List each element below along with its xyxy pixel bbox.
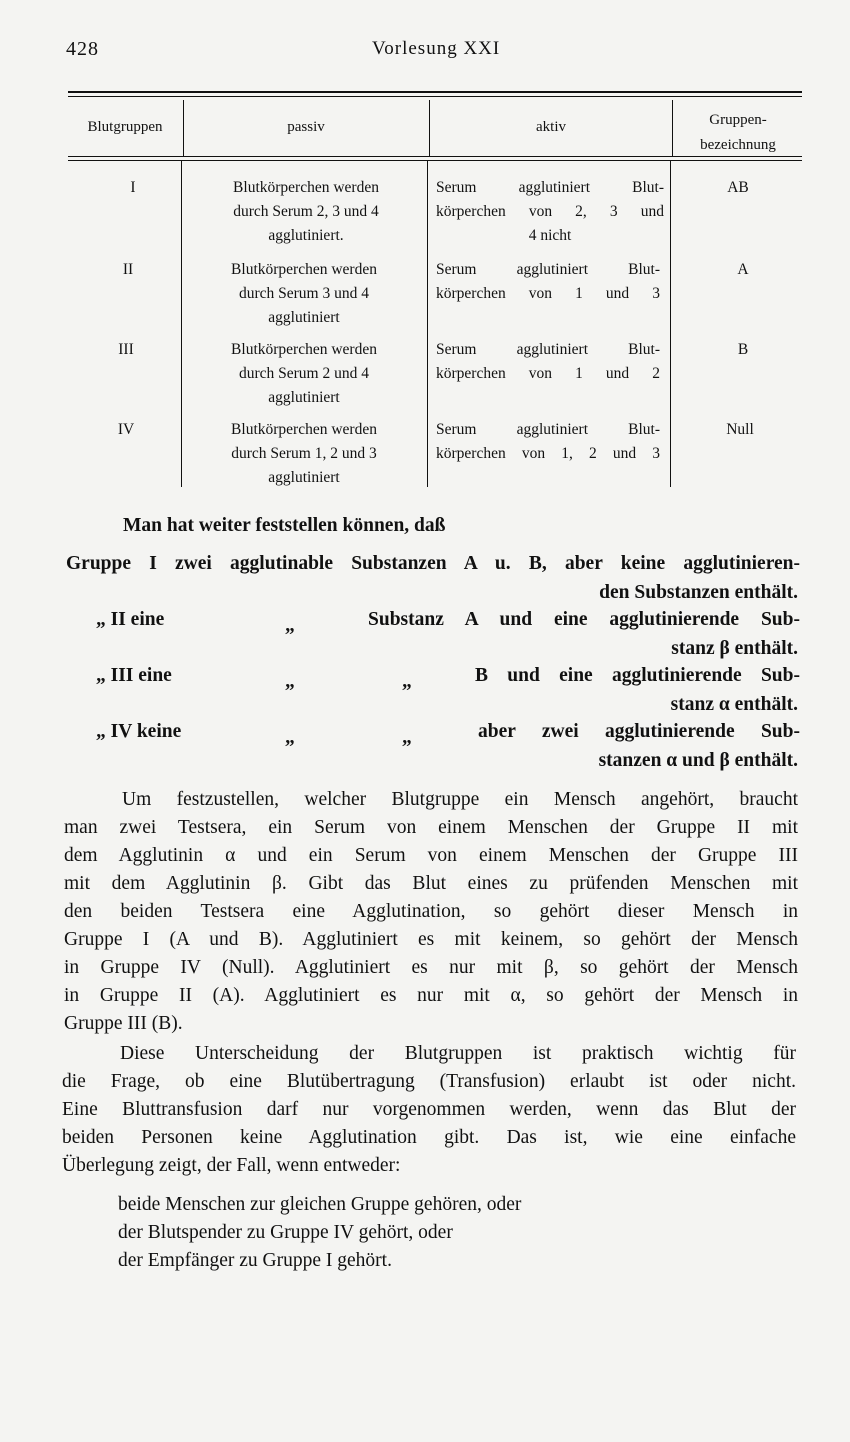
summary-line: stanz α enthält. (670, 694, 798, 715)
table-cell-aktiv (436, 418, 660, 466)
paragraph-line: die Frage, ob eine Blutübertragung (Transfusion) erlaubt ist oder nicht. (62, 1071, 796, 1092)
cell-line: Serum agglutiniert Blut- (436, 179, 664, 196)
summary-line: den Substanzen enthält. (599, 582, 798, 603)
paragraph-line: man zwei Testsera, ein Serum von einem Menschen der Gruppe II mit (64, 817, 798, 838)
table-divider (670, 161, 671, 487)
table-rule-header-thin (68, 160, 802, 161)
summary-ditto-mark: „ (285, 727, 295, 748)
column-header-blutgruppen: Blutgruppen (87, 119, 163, 135)
summary-ditto: „ II eine (96, 609, 165, 630)
paragraph-line: in Gruppe IV (Null). Agglutiniert es nur mit β, so gehört der Mensch (64, 957, 798, 978)
cell-line: agglutiniert. (268, 227, 344, 244)
table-cell-aktiv (436, 258, 660, 306)
summary-ditto-mark: „ (402, 727, 412, 748)
cell-line: agglutiniert (268, 389, 340, 406)
table-cell-passiv (184, 258, 424, 330)
table-cell-aktiv (436, 338, 660, 386)
cell-line: Blutkörperchen werden (231, 421, 377, 438)
cell-line: Blutkörperchen werden (233, 179, 379, 196)
paragraph-line: mit dem Agglutinin β. Gibt das Blut eines zu prüfenden Menschen mit (64, 873, 798, 894)
summary-ditto-mark: „ (402, 671, 412, 692)
paragraph-line: Eine Bluttransfusion darf nur vorgenommen werden, wenn das Blut der (62, 1099, 796, 1120)
list-item: der Blutspender zu Gruppe IV gehört, oder (118, 1222, 453, 1243)
cell-line: Serum agglutiniert Blut- (436, 341, 660, 358)
table-cell-designation: B (737, 341, 749, 358)
paragraph-line: Diese Unterscheidung der Blutgruppen ist praktisch wichtig für (120, 1043, 796, 1064)
paragraph-line: beiden Personen keine Agglutination gibt. Das ist, wie eine einfache (62, 1127, 796, 1148)
table-cell-designation: AB (727, 179, 749, 196)
paragraph-line: Um festzustellen, welcher Blutgruppe ein Mensch angehört, braucht (122, 789, 798, 810)
summary-line: Gruppe I zwei agglutinable Substanzen A u. B, aber keine agglutinieren- (66, 553, 800, 574)
column-header-aktiv: aktiv (536, 119, 566, 135)
summary-line: aber zwei agglutinierende Sub- (478, 721, 800, 742)
table-cell-passiv (184, 176, 428, 248)
cell-line: durch Serum 1, 2 und 3 (231, 445, 377, 462)
table-cell-passiv (184, 338, 424, 410)
table-cell-aktiv (436, 176, 664, 248)
column-header-passiv: passiv (287, 119, 325, 135)
table-rule-top (68, 91, 802, 93)
summary-intro: Man hat weiter feststellen können, daß (123, 515, 446, 536)
cell-line: agglutiniert (268, 469, 340, 486)
table-rule-top-thin (68, 96, 802, 97)
cell-line: körperchen von 1, 2 und 3 (436, 445, 660, 462)
cell-line: Serum agglutiniert Blut- (436, 421, 660, 438)
paragraph-line: in Gruppe II (A). Agglutiniert es nur mit α, so gehört der Mensch in (64, 985, 798, 1006)
summary-line: Substanz A und eine agglutinierende Sub- (368, 609, 800, 630)
list-item: der Empfänger zu Gruppe I gehört. (118, 1250, 392, 1271)
cell-line: Blutkörperchen werden (231, 261, 377, 278)
summary-ditto-mark: „ (285, 671, 295, 692)
table-row-group: IV (117, 421, 135, 438)
summary-ditto: „ III eine (96, 665, 172, 686)
page-number: 428 (66, 38, 99, 60)
table-row-group: I (130, 179, 136, 196)
cell-line: Blutkörperchen werden (231, 341, 377, 358)
cell-line: körperchen von 2, 3 und (436, 203, 664, 220)
table-row-group: II (122, 261, 134, 278)
cell-line: agglutiniert (268, 309, 340, 326)
paragraph-line: Gruppe I (A und B). Agglutiniert es mit keinem, so gehört der Mensch (64, 929, 798, 950)
paragraph-line: Überlegung zeigt, der Fall, wenn entweder: (62, 1155, 401, 1176)
list-item: beide Menschen zur gleichen Gruppe gehören, oder (118, 1194, 522, 1215)
cell-line: durch Serum 2, 3 und 4 (233, 203, 379, 220)
summary-line: stanzen α und β enthält. (598, 750, 798, 771)
table-cell-designation: Null (726, 421, 754, 438)
cell-line: körperchen von 1 und 3 (436, 285, 660, 302)
cell-line: körperchen von 1 und 2 (436, 365, 660, 382)
summary-ditto-mark: „ (285, 615, 295, 636)
summary-line: B und eine agglutinierende Sub- (475, 665, 800, 686)
summary-line: stanz β enthält. (671, 638, 798, 659)
paragraph-line: den beiden Testsera eine Agglutination, so gehört dieser Mensch in (64, 901, 798, 922)
cell-line: durch Serum 3 und 4 (238, 285, 369, 302)
summary-ditto: „ IV keine (96, 721, 182, 742)
paragraph-line: dem Agglutinin α und ein Serum von einem Menschen der Gruppe III (64, 845, 798, 866)
running-title: Vorlesung XXI (372, 38, 501, 59)
column-header-bezeichnung: bezeichnung (700, 137, 776, 153)
cell-line: Serum agglutiniert Blut- (436, 261, 660, 278)
paragraph-line: Gruppe III (B). (64, 1013, 183, 1034)
cell-line: durch Serum 2 und 4 (238, 365, 369, 382)
table-row-group: III (118, 341, 134, 358)
table-cell-designation: A (737, 261, 749, 278)
column-header-gruppen: Gruppen- (709, 112, 767, 128)
table-cell-passiv (184, 418, 424, 490)
cell-line: 4 nicht (528, 227, 572, 244)
